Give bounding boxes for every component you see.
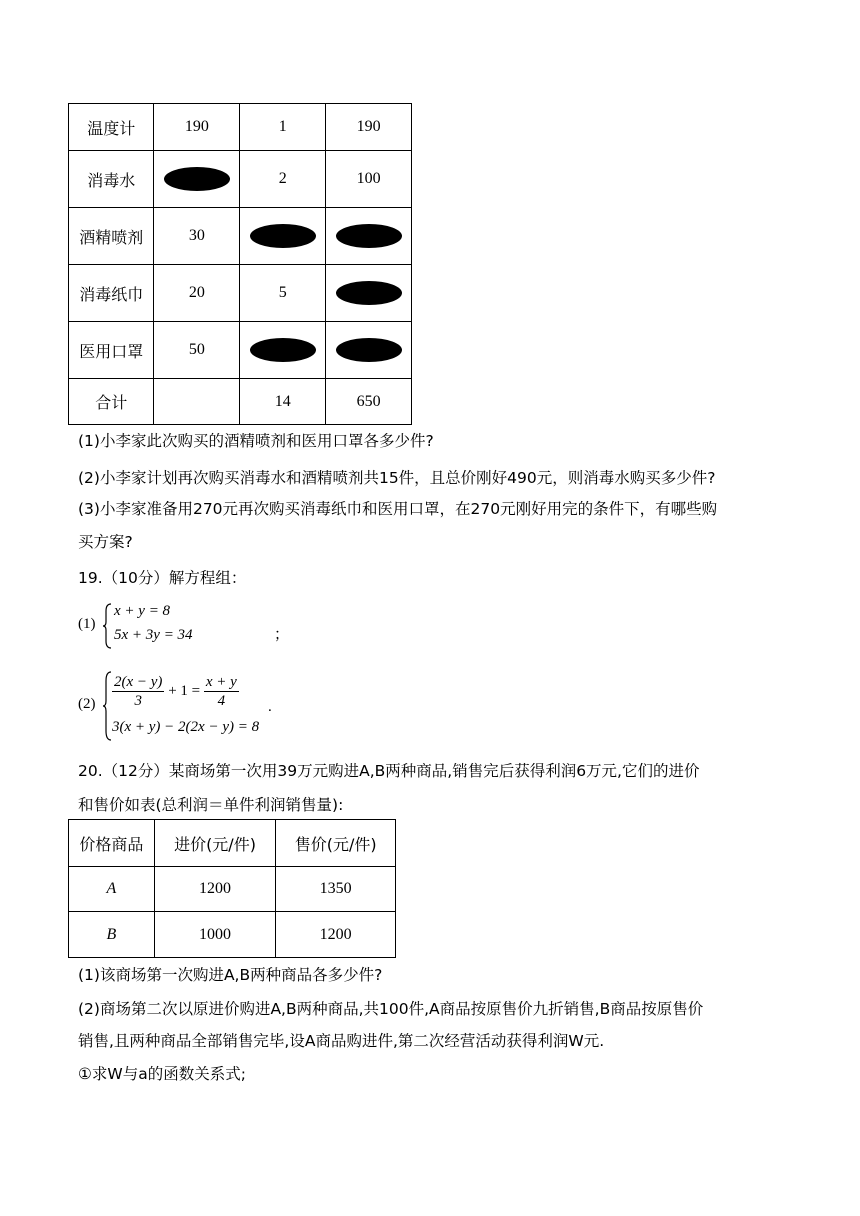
q20-part2-line3: ①求W与a的函数关系式; — [78, 1065, 246, 1083]
q19-system-1 — [78, 603, 318, 649]
sale-price: 1350 — [276, 867, 396, 912]
q20-line1: 20.（12分）某商场第一次用39万元购进A,B两种商品,销售完后获得利润6万元,它们的进价 — [78, 762, 700, 780]
fraction-denominator: 4 — [217, 693, 226, 709]
item-name: 酒精喷剂 — [69, 208, 154, 265]
q20-part2-line1: (2)商场第二次以原进价购进A,B两种商品,共100件,A商品按原售价九折销售,B商品按原售价 — [78, 1000, 704, 1018]
total-price: 190 — [326, 104, 412, 151]
quantity: 1 — [240, 104, 326, 151]
cost-price: 1200 — [154, 867, 276, 912]
total-price — [326, 208, 412, 265]
sale-price: 1200 — [276, 912, 396, 958]
quantity: 14 — [240, 379, 326, 425]
q20-part1: (1)该商场第一次购进A,B两种商品各多少件? — [78, 966, 383, 984]
quantity: 2 — [240, 151, 326, 208]
unit-price: 190 — [154, 104, 240, 151]
table-row — [69, 208, 412, 265]
table-row — [69, 379, 412, 425]
table-row — [69, 104, 412, 151]
column-header: 售价(元/件) — [276, 820, 396, 867]
item-label: B — [69, 912, 155, 958]
q19-system-2 — [78, 671, 338, 741]
cost-price: 1000 — [154, 912, 276, 958]
redaction-blot — [250, 224, 316, 248]
purchase-table — [68, 103, 412, 425]
system-1-label: (1) — [78, 616, 96, 632]
item-name: 消毒水 — [69, 151, 154, 208]
equation-middle: + 1 = — [168, 682, 201, 699]
unit-price: 50 — [154, 322, 240, 379]
price-table — [68, 819, 396, 958]
redaction-blot — [336, 224, 402, 248]
q18-part3-line1: (3)小李家准备用270元再次购买消毒纸巾和医用口罩，在270元刚好用完的条件下，有哪些购 — [78, 500, 718, 518]
fraction — [204, 673, 239, 710]
unit-price — [154, 379, 240, 425]
column-header: 进价(元/件) — [154, 820, 276, 867]
item-name: 合计 — [69, 379, 154, 425]
system-1-end: ； — [274, 625, 290, 643]
quantity: 5 — [240, 265, 326, 322]
q18-part1: (1)小李家此次购买的酒精喷剂和医用口罩各多少件? — [78, 432, 434, 450]
system-1-eq2: 5x + 3y = 34 — [114, 627, 193, 643]
system-2-eq2: 3(x + y) − 2(2x − y) = 8 — [112, 719, 260, 735]
q18-part2: (2)小李家计划再次购买消毒水和酒精喷剂共15件，且总价刚好490元，则消毒水购买多少件? — [78, 469, 716, 487]
total-price: 100 — [326, 151, 412, 208]
q20-line2: 和售价如表(总利润＝单件利润销售量): — [78, 796, 344, 814]
table-row — [69, 867, 396, 912]
system-2-eq1 — [112, 673, 239, 710]
table-row — [69, 265, 412, 322]
q20-part2-line2: 销售,且两种商品全部销售完毕,设A商品购进件,第二次经营活动获得利润W元. — [78, 1032, 605, 1050]
total-price: 650 — [326, 379, 412, 425]
table-row — [69, 151, 412, 208]
table-header-row — [69, 820, 396, 867]
left-brace-icon — [102, 671, 112, 741]
column-header: 价格商品 — [69, 820, 155, 867]
table-row — [69, 912, 396, 958]
redaction-blot — [164, 167, 230, 191]
fraction — [112, 673, 164, 710]
item-name: 消毒纸巾 — [69, 265, 154, 322]
redaction-blot — [250, 338, 316, 362]
q18-part3-line2: 买方案? — [78, 533, 133, 551]
item-label: A — [69, 867, 155, 912]
unit-price: 20 — [154, 265, 240, 322]
total-price — [326, 265, 412, 322]
quantity — [240, 208, 326, 265]
item-name: 温度计 — [69, 104, 154, 151]
redaction-blot — [336, 338, 402, 362]
system-2-end: . — [268, 699, 272, 715]
total-price — [326, 322, 412, 379]
unit-price — [154, 151, 240, 208]
quantity — [240, 322, 326, 379]
fraction-numerator: x + y — [205, 674, 237, 690]
unit-price: 30 — [154, 208, 240, 265]
redaction-blot — [336, 281, 402, 305]
fraction-denominator: 3 — [134, 693, 142, 709]
table-row — [69, 322, 412, 379]
system-1-eq1: x + y = 8 — [114, 603, 171, 619]
q19-heading: 19.（10分）解方程组： — [78, 569, 247, 587]
fraction-numerator: 2(x − y) — [114, 674, 163, 690]
left-brace-icon — [102, 603, 112, 649]
system-2-label: (2) — [78, 696, 96, 712]
item-name: 医用口罩 — [69, 322, 154, 379]
